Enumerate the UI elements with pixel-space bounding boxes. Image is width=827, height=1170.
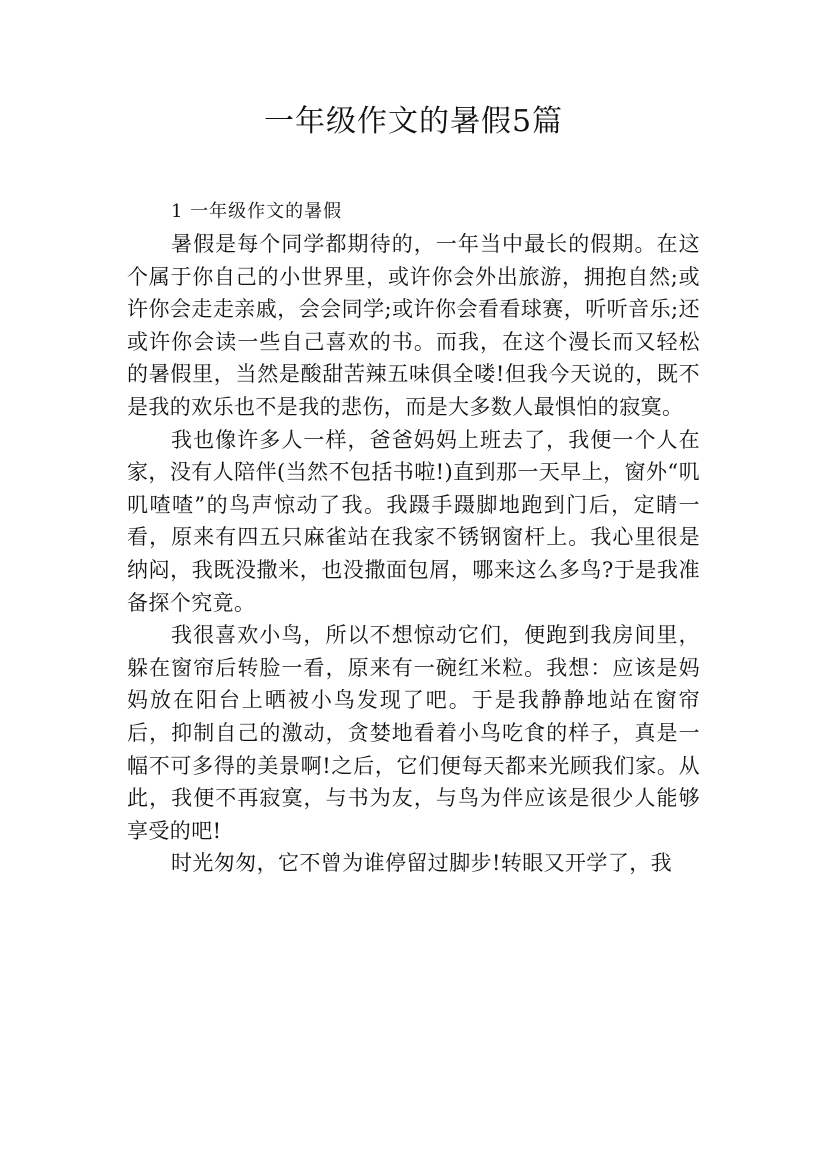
paragraph-4: 时光匆匆，它不曾为谁停留过脚步!转眼又开学了，我 — [171, 851, 673, 876]
paragraph-1: 暑假是每个同学都期待的，一年当中最长的假期。在这个属于你自己的小世界里，或许你会外出旅游，拥抱自然;或许你会走走亲戚，会会同学;或许你会看看球赛，听听音乐;还或许你会读一些自己喜欢的书。而我，在这个漫长而又轻松的暑假里，当然是酸甜苦辣五味俱全喽!但我今天说的，既不是我的欢乐也不是我的悲伤，而是大多数人最惧怕的寂寞。 — [127, 232, 700, 419]
section-heading: 1 一年级作文的暑假 — [171, 201, 343, 222]
paragraph-3: 我很喜欢小鸟，所以不想惊动它们，便跑到我房间里，躲在窗帘后转脸一看，原来有一碗红米粒。我想：应该是妈妈放在阳台上晒被小鸟发现了吧。于是我静静地站在窗帘后，抑制自己的激动，贪婪地看着小鸟吃食的样子，真是一幅不可多得的美景啊!之后，它们便每天都来光顾我们家。从此，我便不再寂寞，与书为友，与鸟为伴应该是很少人能够享受的吧! — [127, 623, 700, 843]
paragraph-2: 我也像许多人一样，爸爸妈妈上班去了，我便一个人在家，没有人陪伴(当然不包括书啦!)直到那一天早上，窗外“叽叽喳喳”的鸟声惊动了我。我蹑手蹑脚地跑到门后，定睛一看，原来有四五只麻雀站在我家不锈钢窗杆上。我心里很是纳闷，我既没撒米，也没撒面包屑，哪来这么多鸟?于是我准备探个究竟。 — [127, 427, 700, 615]
document-body — [127, 196, 700, 880]
document-title: 一年级作文的暑假5篇 — [263, 104, 564, 139]
